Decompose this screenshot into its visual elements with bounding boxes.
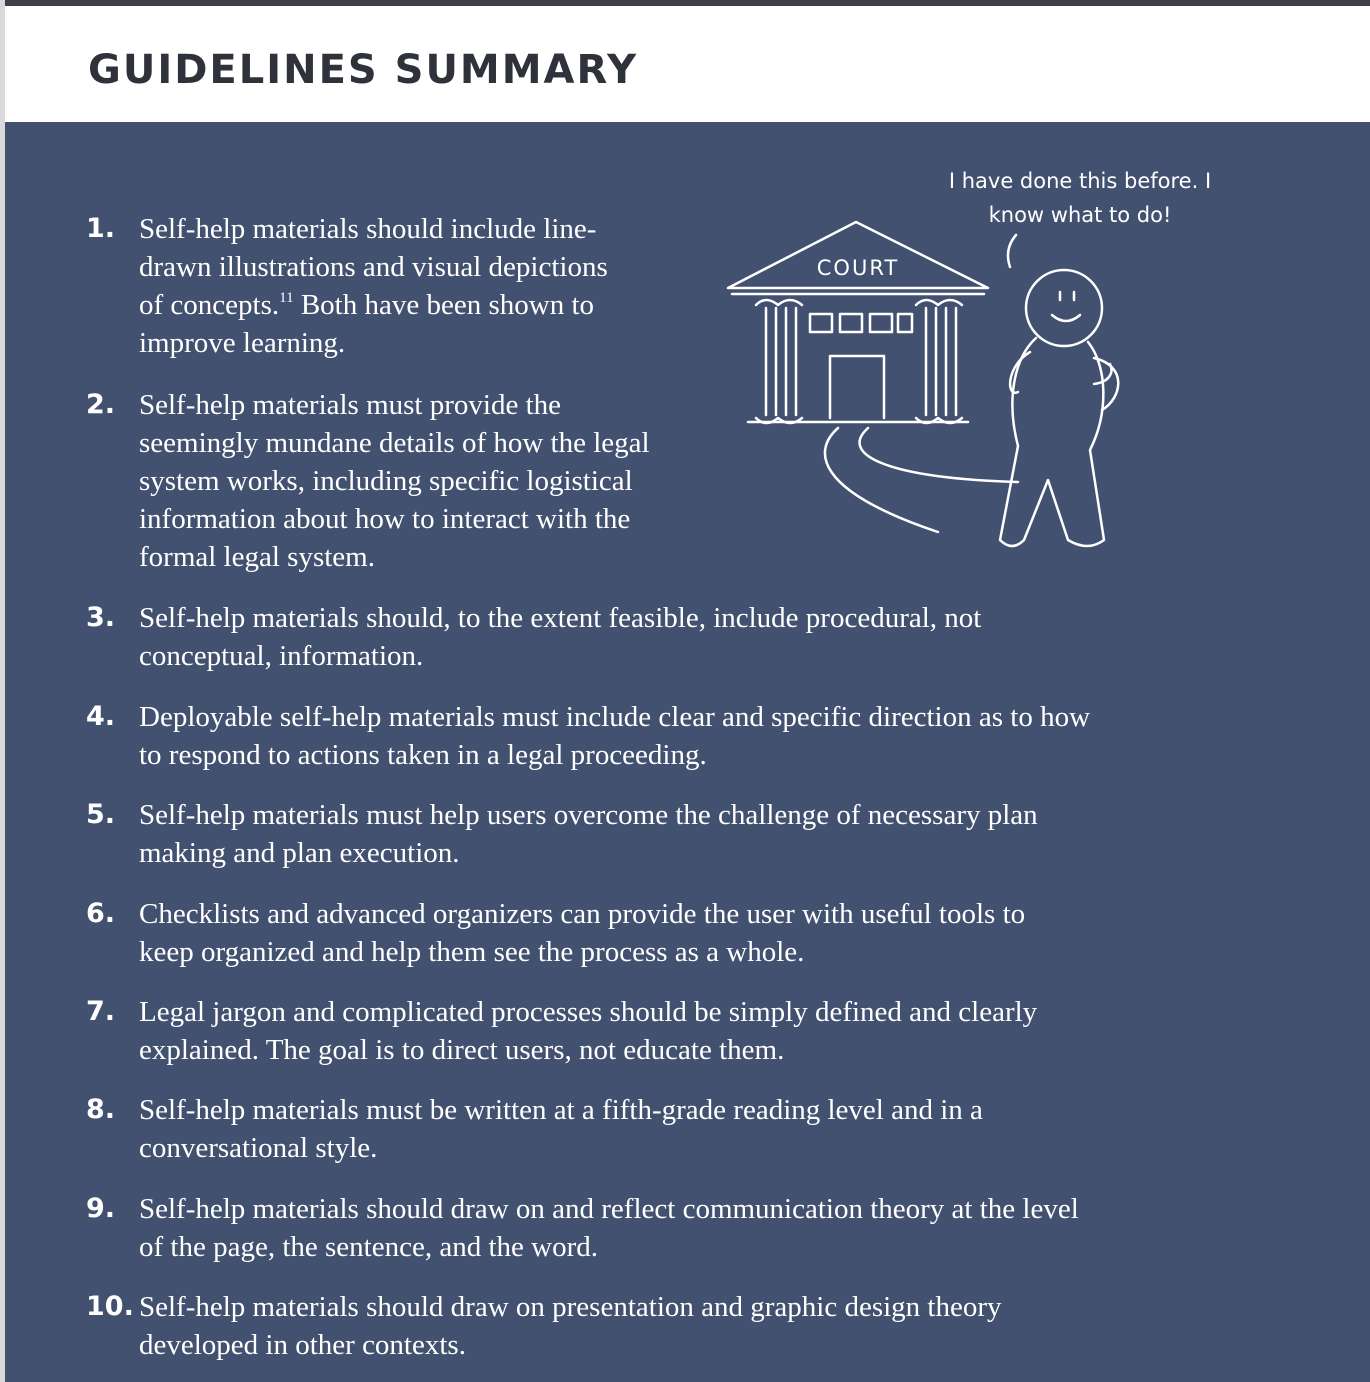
item-line: drawn illustrations and visual depictions <box>139 251 608 283</box>
item-number: 10. <box>86 1291 134 1322</box>
figure-body <box>1000 338 1104 546</box>
item-number: 8. <box>86 1094 116 1125</box>
guideline-item-6 <box>86 895 1025 971</box>
item-line-part: of concepts. <box>139 289 280 321</box>
item-line: Self-help materials must be written at a fifth-grade reading level and in a <box>139 1094 983 1126</box>
item-line: conceptual, information. <box>139 640 424 672</box>
item-number: 7. <box>86 996 116 1027</box>
item-line: Self-help materials must provide the <box>139 389 562 421</box>
item-line: of the page, the sentence, and the word. <box>139 1231 598 1263</box>
item-line: information about how to interact with the <box>139 503 631 535</box>
item-line-part: Both have been shown to <box>293 289 594 321</box>
guideline-item-7 <box>86 993 1037 1069</box>
item-line: Self-help materials should draw on presentation and graphic design theory <box>139 1291 1002 1323</box>
item-number: 6. <box>86 898 116 929</box>
item-text <box>139 993 1038 1069</box>
item-text <box>139 698 1091 774</box>
item-text <box>139 210 608 362</box>
item-line: formal legal system. <box>139 541 375 573</box>
item-line: Self-help materials should include line- <box>139 213 597 245</box>
item-line: making and plan execution. <box>139 837 460 869</box>
guideline-item-2 <box>86 386 650 576</box>
guideline-item-8 <box>86 1091 983 1167</box>
item-line: explained. The goal is to direct users, not educate them. <box>139 1034 785 1066</box>
item-line: developed in other contexts. <box>139 1329 466 1361</box>
court-door <box>830 356 884 418</box>
speech-bubble <box>915 164 1245 232</box>
item-number: 2. <box>86 389 116 420</box>
guideline-item-5 <box>86 796 1038 872</box>
item-number: 5. <box>86 799 116 830</box>
figure-right-arm <box>1094 358 1118 410</box>
item-text <box>139 386 650 576</box>
court-label: COURT <box>816 256 900 280</box>
item-line: Self-help materials should draw on and reflect communication theory at the level <box>139 1193 1079 1225</box>
item-number: 4. <box>86 701 116 732</box>
guideline-item-4 <box>86 698 1090 774</box>
speech-line-2: know what to do! <box>988 203 1172 227</box>
walking-path <box>825 428 938 532</box>
figure-head <box>1026 270 1102 346</box>
item-number: 1. <box>86 213 116 244</box>
item-line: Self-help materials must help users overcome the challenge of necessary plan <box>139 799 1038 831</box>
item-line: Deployable self-help materials must include clear and specific direction as to how <box>139 701 1091 733</box>
item-line: conversational style. <box>139 1132 378 1164</box>
guideline-item-1 <box>86 210 608 362</box>
item-text <box>139 796 1038 872</box>
item-text <box>139 1091 983 1167</box>
item-text <box>139 599 982 675</box>
item-line: to respond to actions taken in a legal proceeding. <box>139 739 707 771</box>
guideline-item-10 <box>86 1288 1002 1364</box>
item-line: Checklists and advanced organizers can provide the user with useful tools to <box>139 898 1026 930</box>
page-title: GUIDELINES SUMMARY <box>88 47 639 93</box>
guideline-item-9 <box>86 1190 1079 1266</box>
footnote-marker: 11 <box>279 290 294 306</box>
item-line <box>139 286 608 324</box>
item-text <box>139 1288 1002 1364</box>
item-line: seemingly mundane details of how the legal <box>139 427 650 459</box>
item-line: improve learning. <box>139 327 346 359</box>
item-text <box>139 1190 1079 1266</box>
item-line: Self-help materials should, to the extent feasible, include procedural, not <box>139 602 982 634</box>
item-line: system works, including specific logistical <box>139 465 633 497</box>
speech-line-1: I have done this before. I <box>948 169 1212 193</box>
guideline-item-3 <box>86 599 981 675</box>
item-number: 3. <box>86 602 116 633</box>
item-line: Legal jargon and complicated processes should be simply defined and clearly <box>139 996 1038 1028</box>
item-line: keep organized and help them see the process as a whole. <box>139 936 805 968</box>
item-number: 9. <box>86 1193 116 1224</box>
item-text <box>139 895 1026 971</box>
